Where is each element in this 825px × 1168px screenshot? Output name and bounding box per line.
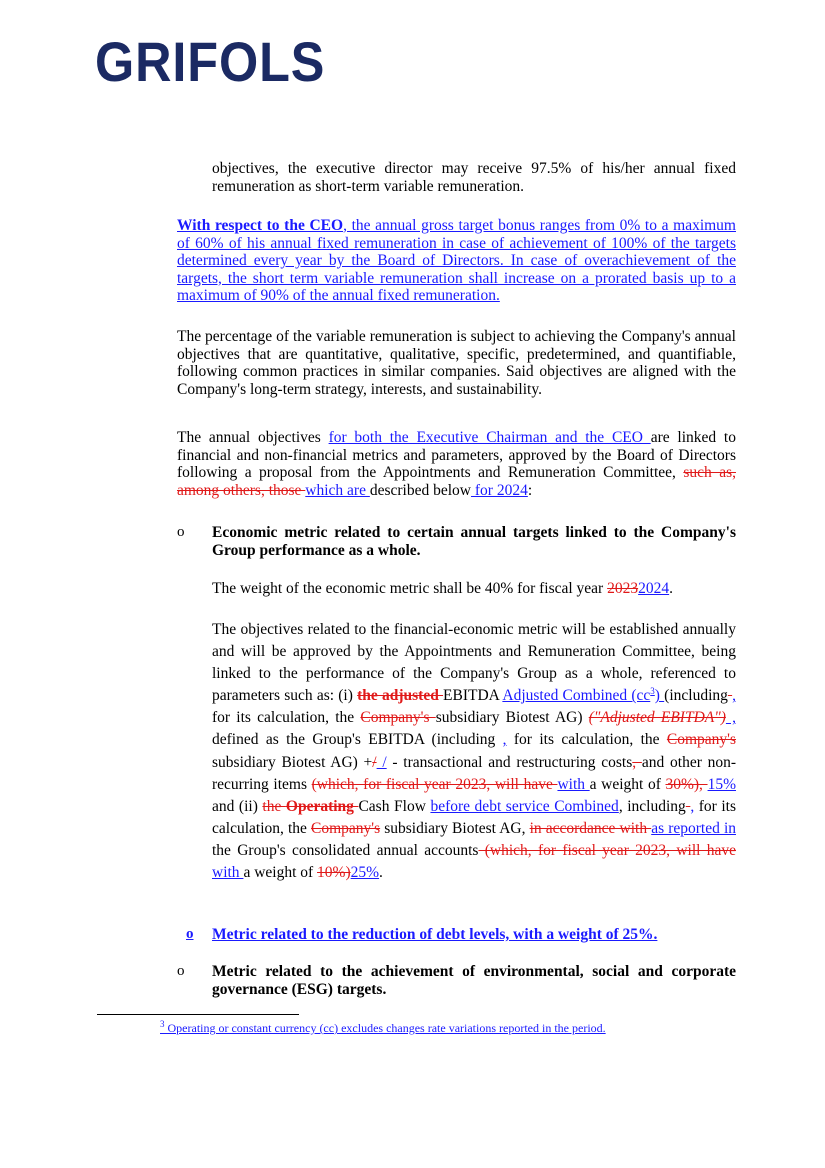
text-segment: EBITDA	[443, 687, 503, 705]
inserted-text: ,	[502, 731, 507, 749]
deleted-text: Company's	[311, 819, 381, 837]
deleted-text: /	[372, 753, 377, 771]
footnote-text: Operating or constant currency (cc) excludes changes rate variations reported in the period.	[164, 1021, 606, 1035]
text-segment: Cash Flow	[358, 797, 431, 815]
paragraph-variable-percentage: The percentage of the variable remuneration is subject to achieving the Company's annual objectives that are quantitative, qualitative, specific, predetermined, and quantifiable, following common practices in similar companies. Said objectives are aligned with the Company's long-term strategy, interests, and sustainability.	[177, 328, 736, 398]
text-segment: (including	[664, 687, 728, 705]
bullet-circle: o	[177, 963, 185, 979]
deleted-text: Company's	[360, 709, 436, 727]
text-segment: are linked to financial and non-financial metrics and parameters, approved by the Board of Directors following a proposal from the Appointments and Remuneration Committee,	[177, 429, 736, 481]
footnote-3	[160, 1021, 606, 1035]
inserted-text: with	[557, 775, 590, 793]
paragraph-financial-economic-metric	[212, 619, 736, 884]
inserted-text: ,	[690, 797, 695, 815]
inserted-text: for both the Executive Chairman and the CEO	[328, 429, 651, 446]
ceo-bonus-text: , the annual gross target bonus ranges from 0% to a maximum of 60% of his annual fixed remuneration in case of achievement of 100% of the targets determined every year by the Board of Directors. In case of overachievement of the targets, the short term variable remuneration shall increase on a prorated basis up to a maximum of 90% of the annual fixed remuneration.	[177, 217, 736, 304]
text-segment: for its calculation, the	[212, 709, 361, 727]
text-segment: defined as the Group's EBITDA (including	[212, 731, 503, 749]
text-segment: .	[379, 864, 383, 882]
text-segment: and (ii)	[212, 797, 263, 815]
text-segment: The weight of the economic metric shall be 40% for fiscal year	[212, 580, 608, 597]
paragraph-annual-objectives	[177, 429, 736, 499]
deleted-text: 2023	[607, 580, 639, 597]
deleted-text: (which, for fiscal year 2023, will have	[311, 775, 558, 793]
text-segment: for its calculation, the	[212, 797, 737, 837]
bullet-debt-reduction: Metric related to the reduction of debt levels, with a weight of 25%.	[212, 926, 658, 943]
inserted-text: 15%	[707, 775, 736, 793]
deleted-text: ,	[632, 753, 642, 771]
inserted-text: ,	[725, 709, 736, 727]
grifols-logo: GRIFOLS	[95, 30, 326, 93]
deleted-text: such as, among others, those	[177, 464, 736, 499]
text-segment: a weight of	[243, 864, 318, 882]
inserted-text: 2024	[638, 580, 670, 597]
text-segment: The objectives related to the financial-economic metric will be established annually and will be approved by the Appointments and Remuneration Committee, being linked to the performance of the Company's Group as a whole, referenced to parameters such as: (i)	[212, 621, 736, 705]
deleted-text: (which, for fiscal year 2023, will have	[478, 841, 736, 859]
inserted-text: Adjusted Combined (cc	[502, 687, 651, 705]
text-segment: the Group's consolidated annual accounts	[212, 841, 479, 859]
text-segment: - transactional and restructuring costs	[386, 753, 633, 771]
deleted-text: the	[262, 797, 286, 815]
footnote-divider	[97, 1014, 299, 1015]
ceo-lead-text: With respect to the CEO	[177, 217, 344, 234]
deleted-text: 10%)	[317, 864, 351, 882]
text-segment: subsidiary Biotest AG) +	[212, 753, 373, 771]
footnote-number: 3	[160, 1019, 165, 1029]
bullet-circle: o	[186, 926, 194, 942]
inserted-text: /	[376, 753, 387, 771]
deleted-text: Operating	[285, 797, 359, 815]
inserted-text: for 2024	[471, 481, 528, 499]
inserted-text: ,	[732, 687, 736, 705]
text-segment: .	[669, 580, 673, 597]
text-segment: a weight of	[589, 775, 666, 793]
text-segment: subsidiary Biotest AG)	[435, 709, 589, 727]
deleted-text: in accordance with	[529, 819, 652, 837]
deleted-text: the adjusted	[357, 687, 444, 705]
paragraph-ceo-bonus	[177, 217, 736, 305]
bullet-esg-metric: Metric related to the achievement of environmental, social and corporate governance (ESG) targets.	[212, 963, 736, 998]
inserted-text: with	[212, 864, 244, 882]
text-segment: described below	[369, 481, 472, 499]
bullet-economic-metric: Economic metric related to certain annual targets linked to the Company's Group performance as a whole.	[212, 524, 736, 559]
paragraph-objectives-continued: objectives, the executive director may receive 97.5% of his/her annual fixed remuneration as short-term variable remuneration.	[212, 160, 736, 195]
deleted-text: ("Adjusted EBITDA")	[588, 709, 726, 727]
text-segment: for its calculation, the	[506, 731, 667, 749]
bullet-circle: o	[177, 524, 185, 540]
inserted-text: )	[654, 687, 665, 705]
inserted-text: before debt service Combined	[430, 797, 619, 815]
text-segment: The annual objectives	[177, 429, 329, 446]
deleted-text: 30%),	[665, 775, 708, 793]
inserted-text: as reported in	[651, 819, 736, 837]
paragraph-economic-weight	[212, 580, 736, 598]
inserted-text: 25%	[350, 864, 380, 882]
text-segment: and other non-recurring items	[212, 753, 737, 793]
inserted-text: which are	[305, 481, 370, 499]
text-segment: :	[527, 481, 533, 499]
footnote-ref: 3	[650, 686, 655, 697]
text-segment: , including	[618, 797, 686, 815]
text-segment: subsidiary Biotest AG,	[380, 819, 530, 837]
deleted-text: Company's	[666, 731, 737, 749]
